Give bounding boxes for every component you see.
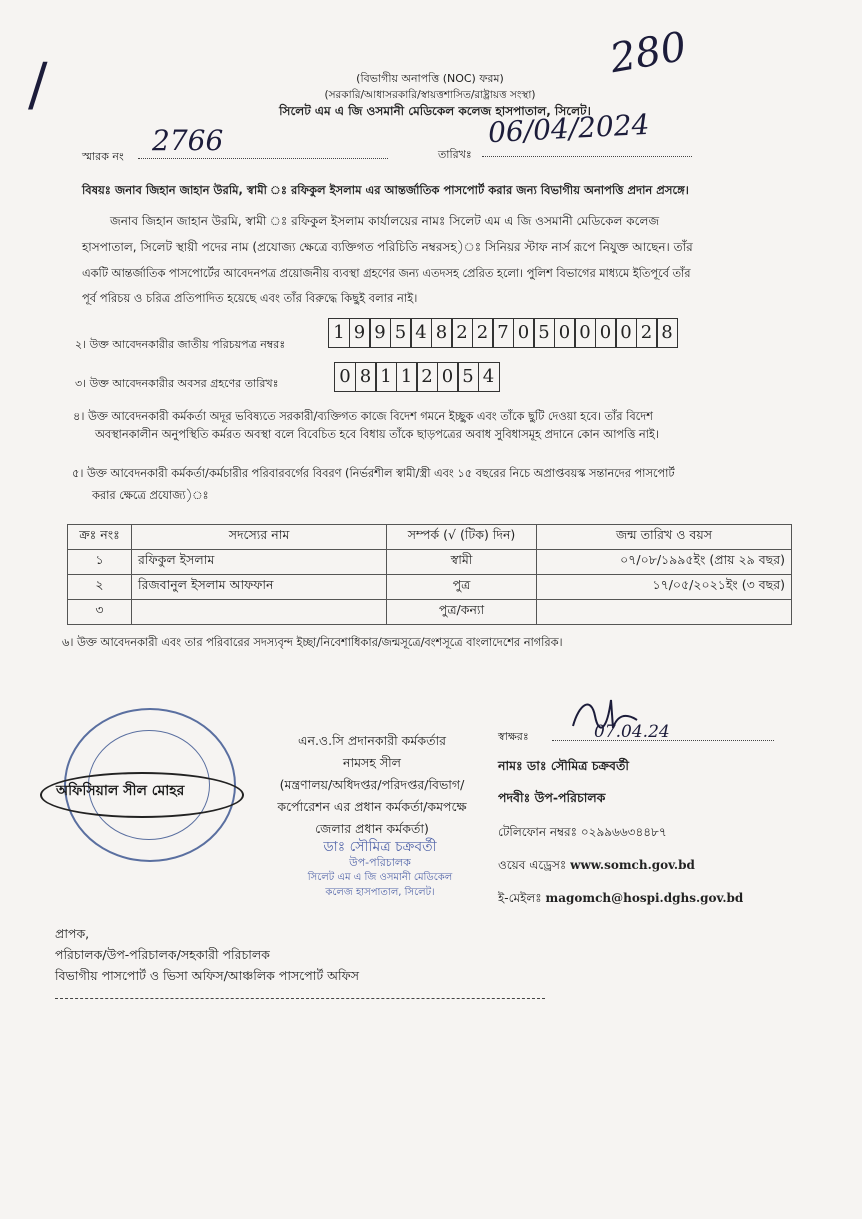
retirement-digit-box: 1: [396, 362, 418, 392]
signature-date: 07.04.24: [594, 722, 670, 742]
signatory-phone: টেলিফোন নম্বরঃ ০২৯৯৬৬৩৪৪৮৭: [498, 825, 667, 839]
memo-line: [138, 158, 388, 159]
table-header: জন্ম তারিখ ও বয়স: [537, 525, 792, 550]
noc-officer-line: কর্পোরেশন এর প্রধান কর্মকর্তা/কমপক্ষে: [277, 799, 467, 814]
item4-line-1: ৪। উক্ত আবেদনকারী কর্মকর্তা অদূর ভবিষ্যতে সরকারী/ব্যক্তিগত কাজে বিদেশ গমনে ইচ্ছুক এবং তাঁকে ছুটি দেওয়া হবে। তাঁর বিদেশ: [73, 410, 653, 423]
nid-digit-box: 2: [636, 318, 658, 348]
form-title: (বিভাগীয় অনাপত্তি (NOC) ফরম): [356, 72, 504, 85]
nid-digit-box: 5: [533, 318, 555, 348]
retirement-digit-box: 2: [416, 362, 438, 392]
nid-digit-box: 0: [513, 318, 535, 348]
table-cell: রিজবানুল ইসলাম আফফান: [132, 575, 387, 600]
family-table: [67, 524, 792, 625]
table-cell: রফিকুল ইসলাম: [132, 550, 387, 575]
body-line-4: পূর্ব পরিচয় ও চরিত্র প্রতিপাদিত হয়েছে এবং তাঁর বিরুদ্ধে কিছুই বলার নাই।: [82, 291, 418, 305]
handwritten-reference: 280: [606, 23, 690, 83]
nid-digit-box: 5: [390, 318, 412, 348]
noc-officer-line: নামসহ সীল: [343, 755, 401, 770]
nid-digit-box: 9: [369, 318, 391, 348]
signatory-website: [498, 857, 695, 877]
subject-label: বিষয়ঃ: [82, 183, 111, 197]
signatory-designation: পদবীঃ উপ-পরিচালক: [498, 790, 606, 805]
body-line-1: জনাব জিহান জাহান উরমি, স্বামী ঃ রফিকুল ইসলাম কার্যালয়ের নামঃ সিলেট এম এ জি ওসমানী মেডিকেল কলেজ: [110, 214, 660, 228]
retirement-digit-box: 0: [334, 362, 356, 392]
body-line-2: হাসপাতাল, সিলেট স্থায়ী পদের নাম (প্রযোজ্য ক্ষেত্রে ব্যক্তিগত পরিচিতি নম্বরসহ)ঃ সিনিয়র স্টাফ নার্স রূপে নিযুক্ত আছেন। তাঁর: [82, 240, 693, 254]
recipient-line: পরিচালক/উপ-পরিচালক/সহকারী পরিচালক: [55, 947, 270, 962]
noc-officer-line: (মন্ত্রণালয়/অধিদপ্তর/পরিদপ্তর/বিভাগ/: [279, 777, 465, 792]
stamp-office: সিলেট এম এ জি ওসমানী মেডিকেল: [307, 872, 453, 883]
date-label: তারিখঃ: [438, 148, 472, 161]
seal-label: অফিসিয়াল সীল মোহর: [56, 783, 185, 799]
recipient-rule: [55, 998, 545, 999]
table-cell: ২: [68, 575, 132, 600]
email-link[interactable]: magomch@hospi.dghs.gov.bd: [545, 891, 744, 905]
nid-digit-box: 8: [656, 318, 678, 348]
retirement-digit-box: 4: [478, 362, 500, 392]
table-cell: [537, 600, 792, 625]
noc-officer-block: [262, 730, 482, 840]
table-cell: পুত্র/কন্যা: [387, 600, 537, 625]
date-line: [482, 156, 692, 157]
email-label: ই-মেইলঃ: [498, 891, 542, 905]
retirement-digit-box: 8: [355, 362, 377, 392]
subject-text: জনাব জিহান জাহান উরমি, স্বামী ঃ রফিকুল ইসলাম এর আন্তর্জাতিক পাসপোর্ট করার জন্য বিভাগীয় অনাপত্তি প্রদান প্রসঙ্গে।: [114, 183, 689, 197]
stamp-designation: উপ-পরিচালক: [349, 856, 411, 869]
noc-officer-line: জেলার প্রধান কর্মকর্তা): [315, 821, 429, 836]
nid-digit-box: 4: [410, 318, 432, 348]
table-header: সদস্যের নাম: [132, 525, 387, 550]
nid-digit-box: 0: [615, 318, 637, 348]
margin-mark: /: [28, 50, 48, 118]
item5-line-1: ৫। উক্ত আবেদনকারী কর্মকর্তা/কর্মচারীর পরিবারবর্গের বিবরণ (নির্ভরশীল স্বামী/স্ত্রী এবং ১৫ বছরের নিচে অপ্রাপ্তবয়স্ক সন্তানদের পাসপোর্ট: [72, 467, 675, 480]
form-subtitle: (সরকারি/আধাসরকারি/স্বায়ত্তশাসিত/রাষ্ট্রায়ত্ত সংস্থা): [324, 89, 536, 101]
nid-digit-box: 7: [492, 318, 514, 348]
nid-digit-box: 0: [574, 318, 596, 348]
website-link[interactable]: www.somch.gov.bd: [570, 858, 695, 872]
memo-number: 2766: [152, 124, 224, 157]
date-value: 06/04/2024: [487, 107, 651, 150]
retirement-boxes: [334, 362, 498, 392]
nid-digit-box: 2: [472, 318, 494, 348]
retirement-digit-box: 0: [437, 362, 459, 392]
body-line-3: একটি আন্তর্জাতিক পাসপোর্টের আবেদনপত্র প্রয়োজনীয় ব্যবস্থা গ্রহণের জন্য এতদসহ প্রেরিত হলো। পুলিশ বিভাগের মাধ্যমে ইতিপূর্বে তাঁর: [82, 267, 691, 280]
table-header-row: [68, 525, 792, 550]
item5-line-2: করার ক্ষেত্রে প্রযোজ্য)ঃ: [92, 489, 209, 502]
retirement-digit-box: 1: [375, 362, 397, 392]
table-cell: [132, 600, 387, 625]
retirement-label: ৩। উক্ত আবেদনকারীর অবসর গ্রহণের তারিখঃ: [75, 377, 279, 390]
name-stamp: [280, 840, 480, 900]
item4-line-2: অবস্থানকালীন অনুপস্থিতি কর্মরত অবস্থা বলে বিবেচিত হবে বিধায় তাঁকে ছাড়পত্রের অবাধ সুবিধাসমূহ প্রদানে কোন আপত্তি নাই।: [95, 428, 659, 441]
item6: ৬। উক্ত আবেদনকারী এবং তার পরিবারের সদস্যবৃন্দ ইচ্ছা/নিবেশাধিকার/জন্মসূত্রে/বংশসূত্রে বাংলাদেশের নাগরিক।: [62, 636, 563, 649]
signature-label: স্বাক্ষরঃ: [498, 730, 529, 743]
subject: [82, 182, 689, 201]
recipient-heading: প্রাপক,: [55, 926, 90, 941]
signatory-name: নামঃ ডাঃ সৌমিত্র চক্রবর্তী: [498, 758, 629, 773]
table-row: [68, 600, 792, 625]
memo-label: স্মারক নং: [82, 150, 124, 163]
table-cell: পুত্র: [387, 575, 537, 600]
office-name: সিলেট এম এ জি ওসমানী মেডিকেল কলেজ হাসপাতাল, সিলেট।: [279, 104, 591, 118]
table-cell: ৩: [68, 600, 132, 625]
table-row: [68, 575, 792, 600]
recipient-line: বিভাগীয় পাসপোর্ট ও ভিসা অফিস/আঞ্চলিক পাসপোর্ট অফিস: [55, 968, 359, 983]
table-cell: স্বামী: [387, 550, 537, 575]
retirement-digit-box: 5: [457, 362, 479, 392]
table-row: [68, 550, 792, 575]
table-header: ক্রঃ নংঃ: [68, 525, 132, 550]
website-label: ওয়েব এড্রেসঃ: [498, 858, 567, 872]
stamp-name: ডাঃ সৌমিত্র চক্রবর্তী: [323, 839, 437, 855]
nid-boxes: [328, 318, 677, 348]
table-cell: ১৭/০৫/২০২১ইং (৩ বছর): [537, 575, 792, 600]
nid-digit-box: 8: [431, 318, 453, 348]
nid-digit-box: 0: [554, 318, 576, 348]
signatory-email: [498, 890, 743, 910]
nid-digit-box: 0: [595, 318, 617, 348]
table-cell: ০৭/০৮/১৯৯৫ইং (প্রায় ২৯ বছর): [537, 550, 792, 575]
stamp-office-2: কলেজ হাসপাতাল, সিলেট।: [325, 887, 435, 898]
nid-label: ২। উক্ত আবেদনকারীর জাতীয় পরিচয়পত্র নম্বরঃ: [75, 338, 286, 351]
table-header: সম্পর্ক (√ (টিক) দিন): [387, 525, 537, 550]
table-cell: ১: [68, 550, 132, 575]
nid-digit-box: 2: [451, 318, 473, 348]
noc-officer-line: এন.ও.সি প্রদানকারী কর্মকর্তার: [297, 733, 446, 748]
nid-digit-box: 1: [328, 318, 350, 348]
nid-digit-box: 9: [349, 318, 371, 348]
